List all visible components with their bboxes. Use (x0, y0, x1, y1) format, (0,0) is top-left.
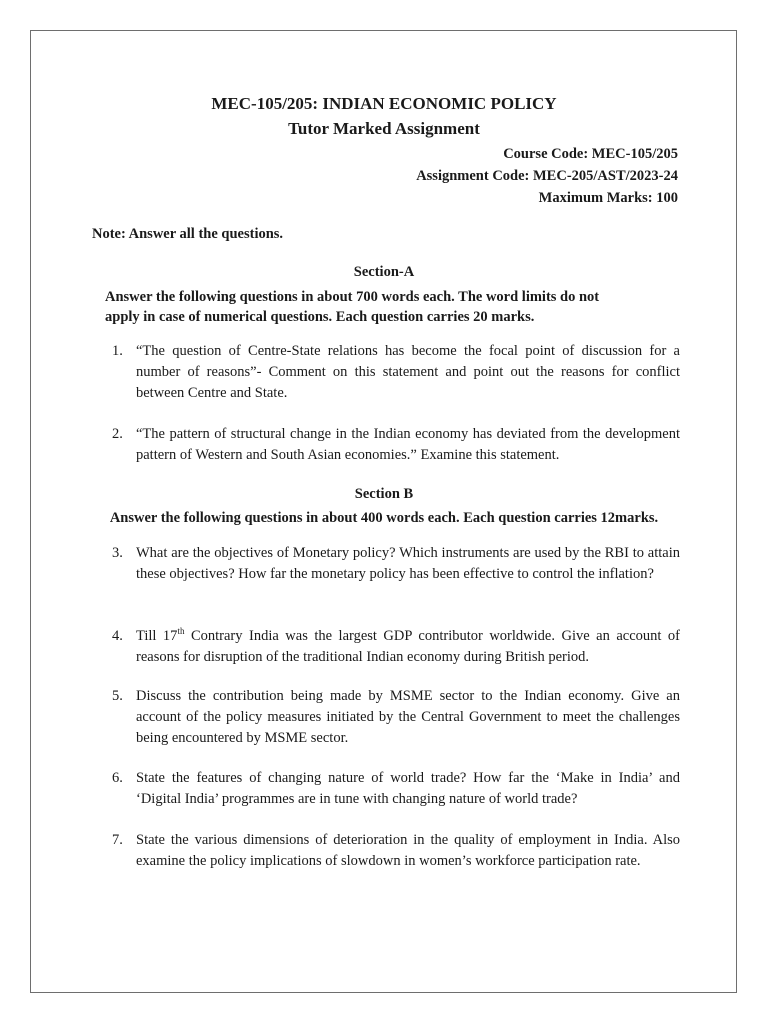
maximum-marks: Maximum Marks: 100 (538, 190, 678, 206)
section-b-heading: Section B (354, 486, 414, 502)
question-number: 1. (112, 343, 123, 359)
question-3 (112, 543, 680, 585)
document-subtitle: Tutor Marked Assignment (288, 119, 480, 138)
question-number: 6. (112, 770, 123, 786)
question-text: “The question of Centre-State relations has become the focal point of discussion for a number of reasons”- Comment on this statement and point out the reasons for conflict between Centre and State. (136, 343, 680, 401)
question-1 (112, 341, 680, 404)
question-text: State the various dimensions of deterioration in the quality of employment in India. Also examine the policy implications of slowdown in women’s workforce participation rate. (136, 832, 680, 869)
question-number: 3. (112, 545, 123, 561)
question-6 (112, 768, 680, 810)
question-5 (112, 686, 680, 749)
question-7 (112, 830, 680, 872)
note: Note: Answer all the questions. (92, 226, 284, 242)
assignment-meta (416, 143, 678, 209)
question-number: 4. (112, 628, 123, 644)
document-title: MEC-105/205: INDIAN ECONOMIC POLICY (211, 94, 557, 113)
question-text-end: Contrary India was the largest GDP contributor worldwide. Give an account of reasons for disruption of the traditional Indian economy during British period. (136, 628, 681, 665)
question-number: 7. (112, 832, 123, 848)
question-2 (112, 424, 680, 466)
question-text-start: Till 17 (136, 628, 178, 644)
superscript-th: th (177, 626, 185, 637)
question-text (136, 626, 680, 668)
question-4 (112, 626, 680, 668)
question-text: Discuss the contribution being made by MSME sector to the Indian economy. Give an account of the policy measures initiated by the Central Government to meet the challenges being encountered by MSME sector. (136, 688, 680, 746)
section-b-instructions: Answer the following questions in about 400 words each. Each question carries 12marks. (109, 510, 659, 526)
section-a-heading: Section-A (353, 264, 415, 280)
question-text: What are the objectives of Monetary policy? Which instruments are used by the RBI to attain these objectives? How far the monetary policy has been effective to control the inflation? (136, 545, 680, 582)
question-text: State the features of changing nature of world trade? How far the ‘Make in India’ and ‘Digital India’ programmes are in tune with changing nature of world trade? (136, 770, 680, 807)
course-code: Course Code: MEC-105/205 (503, 146, 678, 162)
question-text: “The pattern of structural change in the Indian economy has deviated from the development pattern of Western and South Asian economies.” Examine this statement. (136, 426, 680, 463)
section-a-instructions-line1: Answer the following questions in about 700 words each. The word limits do not (105, 289, 600, 305)
question-number: 5. (112, 688, 123, 704)
assignment-code: Assignment Code: MEC-205/AST/2023-24 (416, 168, 678, 184)
question-number: 2. (112, 426, 123, 442)
section-a-instructions-line2: apply in case of numerical questions. Each question carries 20 marks. (105, 309, 535, 325)
section-a-instructions (105, 287, 685, 327)
